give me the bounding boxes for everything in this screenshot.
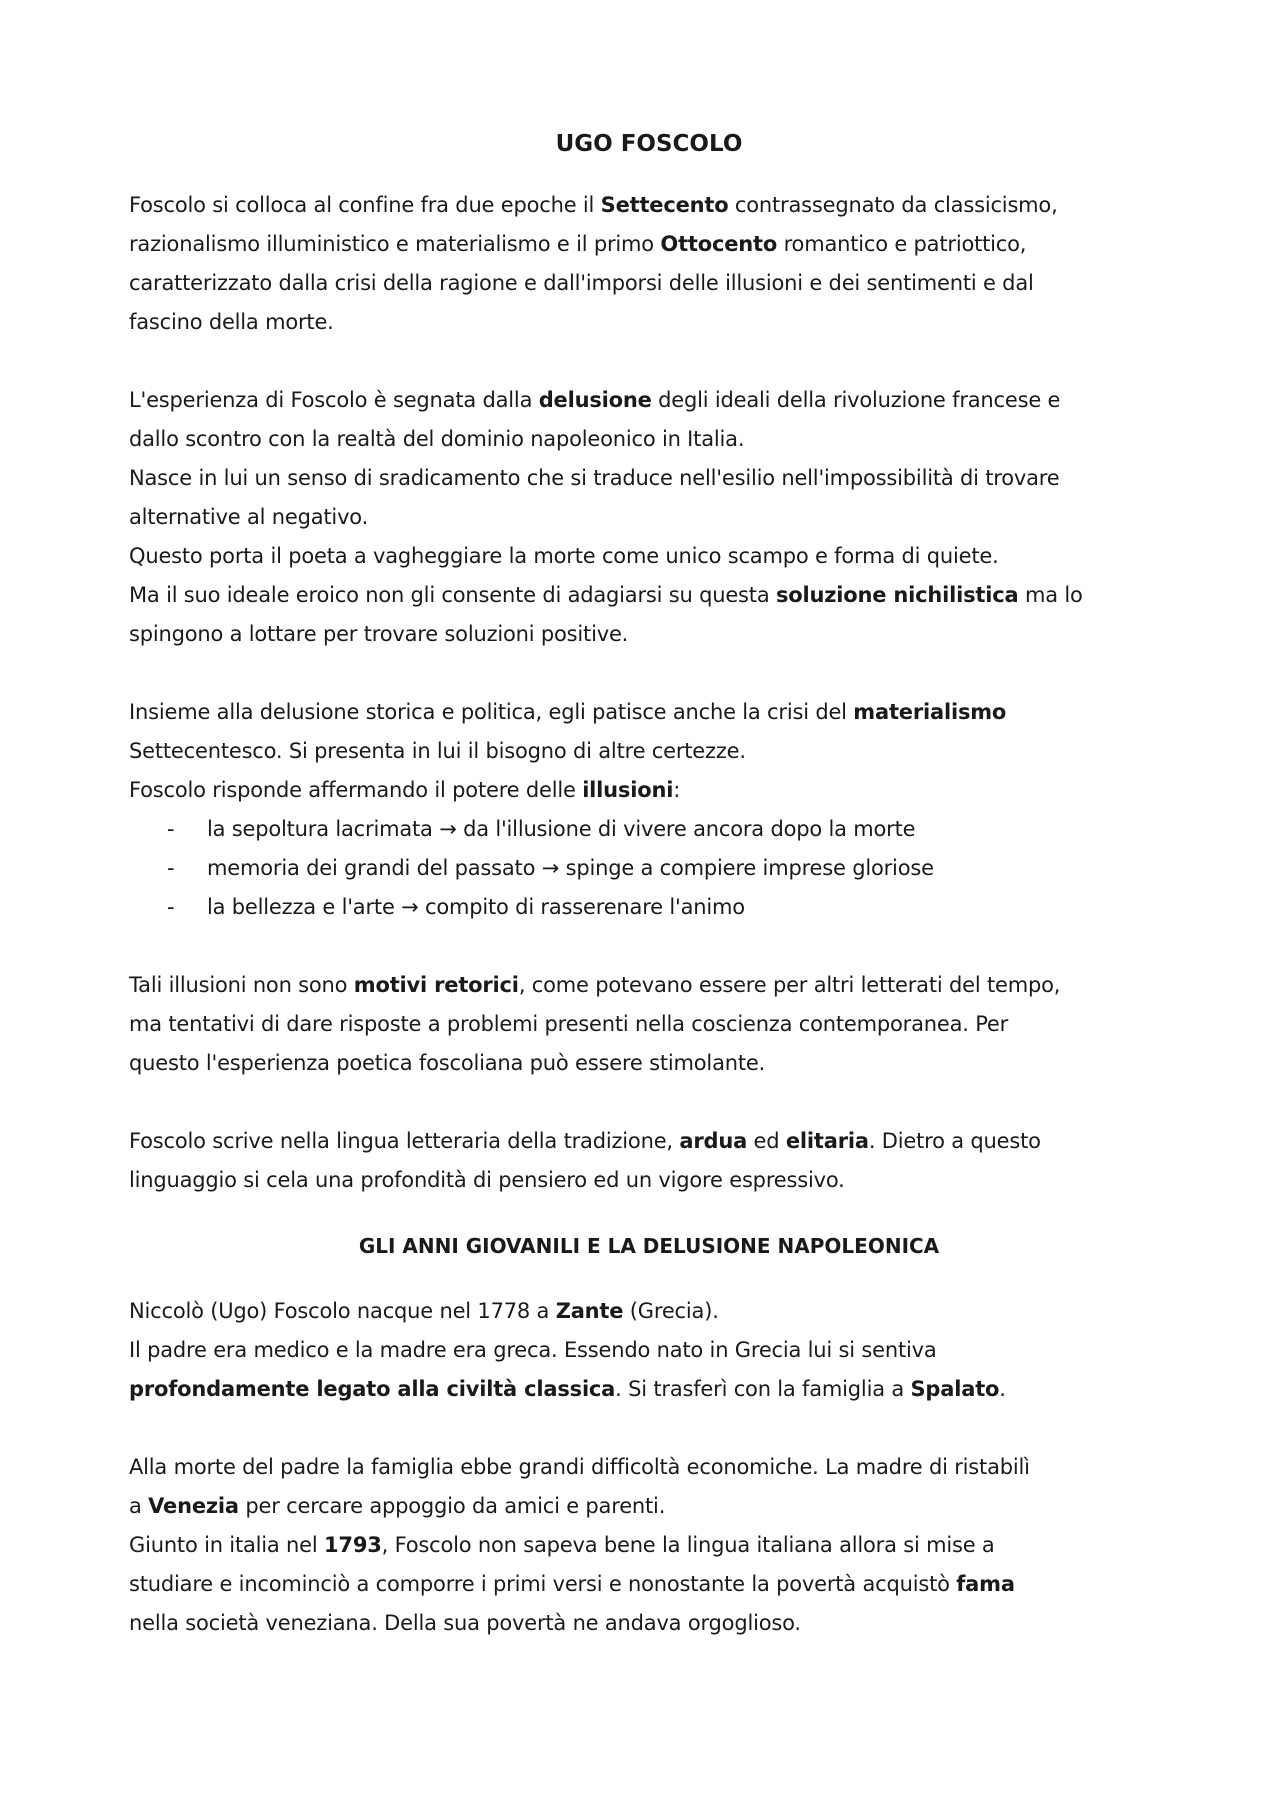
text-line [129, 576, 1169, 615]
text-line [129, 186, 1169, 225]
text-segment: . Si trasferì con la famiglia a [615, 1377, 911, 1401]
text-line: Questo porta il poeta a vagheggiare la morte come unico scampo e forma di quiete. [129, 544, 999, 568]
text-line: questo l'esperienza poetica foscoliana può essere stimolante. [129, 1051, 766, 1075]
bold-text: Zante [555, 1299, 624, 1323]
text-line [129, 1526, 1169, 1565]
text-segment: per cercare appoggio da amici e parenti. [238, 1494, 666, 1518]
list-item [129, 888, 1169, 927]
text-line [129, 381, 1169, 420]
bold-text: Ottocento [660, 232, 778, 256]
bold-text: elitaria [785, 1129, 869, 1153]
bold-text: delusione [538, 388, 652, 412]
text-segment: ma lo [1018, 583, 1083, 607]
text-segment: Giunto in italia nel [129, 1533, 324, 1557]
bold-text: fama [956, 1572, 1015, 1596]
text-segment: la bellezza e l'arte → compito di rasserenare l'animo [207, 895, 745, 919]
text-segment: Foscolo scrive nella lingua letteraria della tradizione, [129, 1129, 680, 1153]
text-line: Settecentesco. Si presenta in lui il bisogno di altre certezze. [129, 739, 746, 763]
text-segment: (Grecia). [623, 1299, 719, 1323]
text-segment: : [673, 778, 681, 802]
text-line: alternative al negativo. [129, 505, 369, 529]
bold-text: Venezia [148, 1494, 239, 1518]
text-segment: romantico e patriottico, [777, 232, 1027, 256]
text-line [129, 1122, 1169, 1161]
paragraph-venezia [129, 1448, 1169, 1643]
paragraph-nascita [129, 1292, 1169, 1409]
text-segment: Foscolo risponde affermando il potere delle [129, 778, 583, 802]
text-line: caratterizzato dalla crisi della ragione e dall'imporsi delle illusioni e dei sentimenti e dal [129, 271, 1034, 295]
text-line [129, 1565, 1169, 1604]
paragraph-delusione [129, 381, 1169, 654]
text-segment: Niccolò (Ugo) Foscolo nacque nel 1778 a [129, 1299, 556, 1323]
bold-text: Spalato [910, 1377, 1000, 1401]
list-item [129, 810, 1169, 849]
text-segment: , come potevano essere per altri letterati del tempo, [518, 973, 1061, 997]
paragraph-materialismo [129, 693, 1169, 810]
document-body [129, 128, 1169, 1682]
text-line [129, 966, 1169, 1005]
text-segment: degli ideali della rivoluzione francese e [651, 388, 1061, 412]
text-segment: , Foscolo non sapeva bene la lingua italiana allora si mise a [381, 1533, 995, 1557]
text-line: spingono a lottare per trovare soluzioni positive. [129, 622, 629, 646]
text-segment: . [999, 1377, 1006, 1401]
text-line: dallo scontro con la realtà del dominio napoleonico in Italia. [129, 427, 745, 451]
text-line: ma tentativi di dare risposte a problemi presenti nella coscienza contemporanea. Per [129, 1012, 1009, 1036]
text-segment: ed [747, 1129, 786, 1153]
text-segment: . Dietro a questo [868, 1129, 1041, 1153]
text-line: nella società veneziana. Della sua povertà ne andava orgoglioso. [129, 1611, 801, 1635]
text-line: Nasce in lui un senso di sradicamento che si traduce nell'esilio nell'impossibilità di trovare [129, 466, 1060, 490]
text-segment: L'esperienza di Foscolo è segnata dalla [129, 388, 539, 412]
text-segment: a [129, 1494, 149, 1518]
paragraph-intro [129, 186, 1169, 342]
bold-text: profondamente legato alla civiltà classica [129, 1377, 616, 1401]
text-segment: memoria dei grandi del passato → spinge a compiere imprese gloriose [207, 856, 934, 880]
list-dash: - [167, 817, 175, 841]
text-line: Alla morte del padre la famiglia ebbe grandi difficoltà economiche. La madre di ristabilì [129, 1455, 1030, 1479]
text-segment: la sepoltura lacrimata → da l'illusione di vivere ancora dopo la morte [207, 817, 916, 841]
section-title: GLI ANNI GIOVANILI E LA DELUSIONE NAPOLEONICA [358, 1234, 940, 1258]
bold-text: materialismo [853, 700, 1007, 724]
paragraph-illusioni [129, 966, 1169, 1083]
text-line [129, 771, 1169, 810]
text-line: fascino della morte. [129, 310, 334, 334]
illusioni-list [129, 810, 1169, 927]
text-line [129, 1370, 1169, 1409]
bold-text: Settecento [600, 193, 729, 217]
text-segment: studiare e incominciò a comporre i primi versi e nonostante la povertà acquistò [129, 1572, 957, 1596]
list-dash: - [167, 895, 175, 919]
bold-text: illusioni [582, 778, 674, 802]
page-title: UGO FOSCOLO [555, 131, 743, 157]
bold-text: 1793 [324, 1533, 382, 1557]
text-line: linguaggio si cela una profondità di pensiero ed un vigore espressivo. [129, 1168, 845, 1192]
text-segment: Foscolo si colloca al confine fra due epoche il [129, 193, 601, 217]
paragraph-lingua [129, 1122, 1169, 1200]
text-line [129, 1487, 1169, 1526]
list-item [129, 849, 1169, 888]
text-line: Il padre era medico e la madre era greca. Essendo nato in Grecia lui si sentiva [129, 1338, 937, 1362]
text-segment: Ma il suo ideale eroico non gli consente di adagiarsi su questa [129, 583, 776, 607]
text-segment: contrassegnato da classicismo, [728, 193, 1058, 217]
bold-text: ardua [679, 1129, 748, 1153]
list-dash: - [167, 856, 175, 880]
bold-text: motivi retorici [353, 973, 519, 997]
text-line [129, 225, 1169, 264]
bold-text: soluzione nichilistica [775, 583, 1019, 607]
text-line [129, 1292, 1169, 1331]
text-segment: Insieme alla delusione storica e politica, egli patisce anche la crisi del [129, 700, 854, 724]
text-line [129, 693, 1169, 732]
text-segment: razionalismo illuministico e materialismo e il primo [129, 232, 661, 256]
text-segment: Tali illusioni non sono [129, 973, 354, 997]
